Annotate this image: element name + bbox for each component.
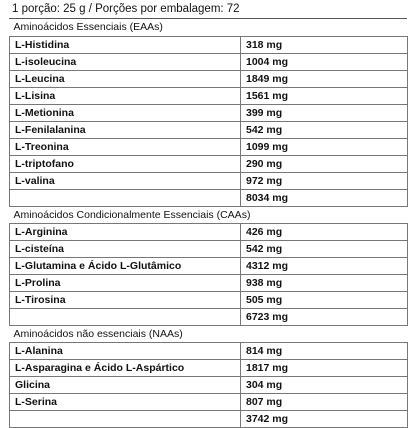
table-row — [10, 291, 408, 308]
total-empty-cell — [10, 410, 241, 427]
amino-acid-value: 814 mg — [241, 342, 408, 359]
table-row — [10, 376, 408, 393]
amino-acid-name: L-Tirosina — [10, 291, 241, 308]
section-total-row — [10, 308, 408, 325]
amino-acid-name: L-valina — [10, 172, 241, 189]
amino-acid-name: L-Asparagina e Ácido L-Aspártico — [10, 359, 241, 376]
section-title: Aminoácidos Condicionalmente Essenciais (CAAs) — [10, 206, 408, 223]
table-row — [10, 393, 408, 410]
amino-acid-value: 542 mg — [241, 240, 408, 257]
table-row — [10, 121, 408, 138]
amino-acid-name: L-Alanina — [10, 342, 241, 359]
amino-acid-value: 304 mg — [241, 376, 408, 393]
amino-acid-value: 4312 mg — [241, 257, 408, 274]
amino-acid-name: L-triptofano — [10, 155, 241, 172]
table-row — [10, 70, 408, 87]
amino-acid-name: L-Fenilalanina — [10, 121, 241, 138]
total-empty-cell — [10, 308, 241, 325]
table-row — [10, 155, 408, 172]
amino-acid-name: L-Metionina — [10, 104, 241, 121]
table-row — [10, 359, 408, 376]
amino-acid-table — [9, 19, 408, 428]
total-empty-cell — [10, 189, 241, 206]
section-total-value: 8034 mg — [241, 189, 408, 206]
section-header — [10, 19, 408, 36]
section-header — [10, 325, 408, 342]
amino-acid-value: 938 mg — [241, 274, 408, 291]
amino-acid-value: 399 mg — [241, 104, 408, 121]
table-row — [10, 87, 408, 104]
section-total-row — [10, 189, 408, 206]
amino-acid-value: 318 mg — [241, 36, 408, 53]
section-title: Aminoácidos Essenciais (EAAs) — [10, 19, 408, 36]
amino-acid-value: 1099 mg — [241, 138, 408, 155]
table-row — [10, 257, 408, 274]
table-row — [10, 53, 408, 70]
table-row — [10, 36, 408, 53]
amino-acid-name: Glicina — [10, 376, 241, 393]
amino-acid-name: L-isoleucina — [10, 53, 241, 70]
table-row — [10, 138, 408, 155]
section-title: Aminoácidos não essenciais (NAAs) — [10, 325, 408, 342]
amino-acid-name: L-Lisina — [10, 87, 241, 104]
amino-acid-value: 542 mg — [241, 121, 408, 138]
section-total-row — [10, 410, 408, 427]
amino-acid-value: 1817 mg — [241, 359, 408, 376]
table-row — [10, 172, 408, 189]
amino-acid-name: L-Leucina — [10, 70, 241, 87]
table-row — [10, 274, 408, 291]
section-total-value: 3742 mg — [241, 410, 408, 427]
section-header — [10, 206, 408, 223]
amino-acid-value: 505 mg — [241, 291, 408, 308]
amino-acid-name: L-Serina — [10, 393, 241, 410]
amino-acid-table-body — [10, 19, 408, 427]
amino-acid-name: L-Glutamina e Ácido L-Glutâmico — [10, 257, 241, 274]
amino-acid-value: 1004 mg — [241, 53, 408, 70]
section-total-value: 6723 mg — [241, 308, 408, 325]
amino-acid-value: 1849 mg — [241, 70, 408, 87]
amino-acid-name: L-cisteína — [10, 240, 241, 257]
table-row — [10, 104, 408, 121]
amino-acid-value: 290 mg — [241, 155, 408, 172]
amino-acid-value: 972 mg — [241, 172, 408, 189]
amino-acid-name: L-Prolina — [10, 274, 241, 291]
amino-acid-name: L-Treonina — [10, 138, 241, 155]
amino-acid-value: 426 mg — [241, 223, 408, 240]
table-row — [10, 342, 408, 359]
amino-acid-name: L-Histidina — [10, 36, 241, 53]
table-row — [10, 223, 408, 240]
amino-acid-value: 1561 mg — [241, 87, 408, 104]
amino-acid-value: 807 mg — [241, 393, 408, 410]
portion-info: 1 porção: 25 g / Porções por embalagem: 72 — [9, 0, 407, 19]
amino-acid-name: L-Arginina — [10, 223, 241, 240]
table-row — [10, 240, 408, 257]
